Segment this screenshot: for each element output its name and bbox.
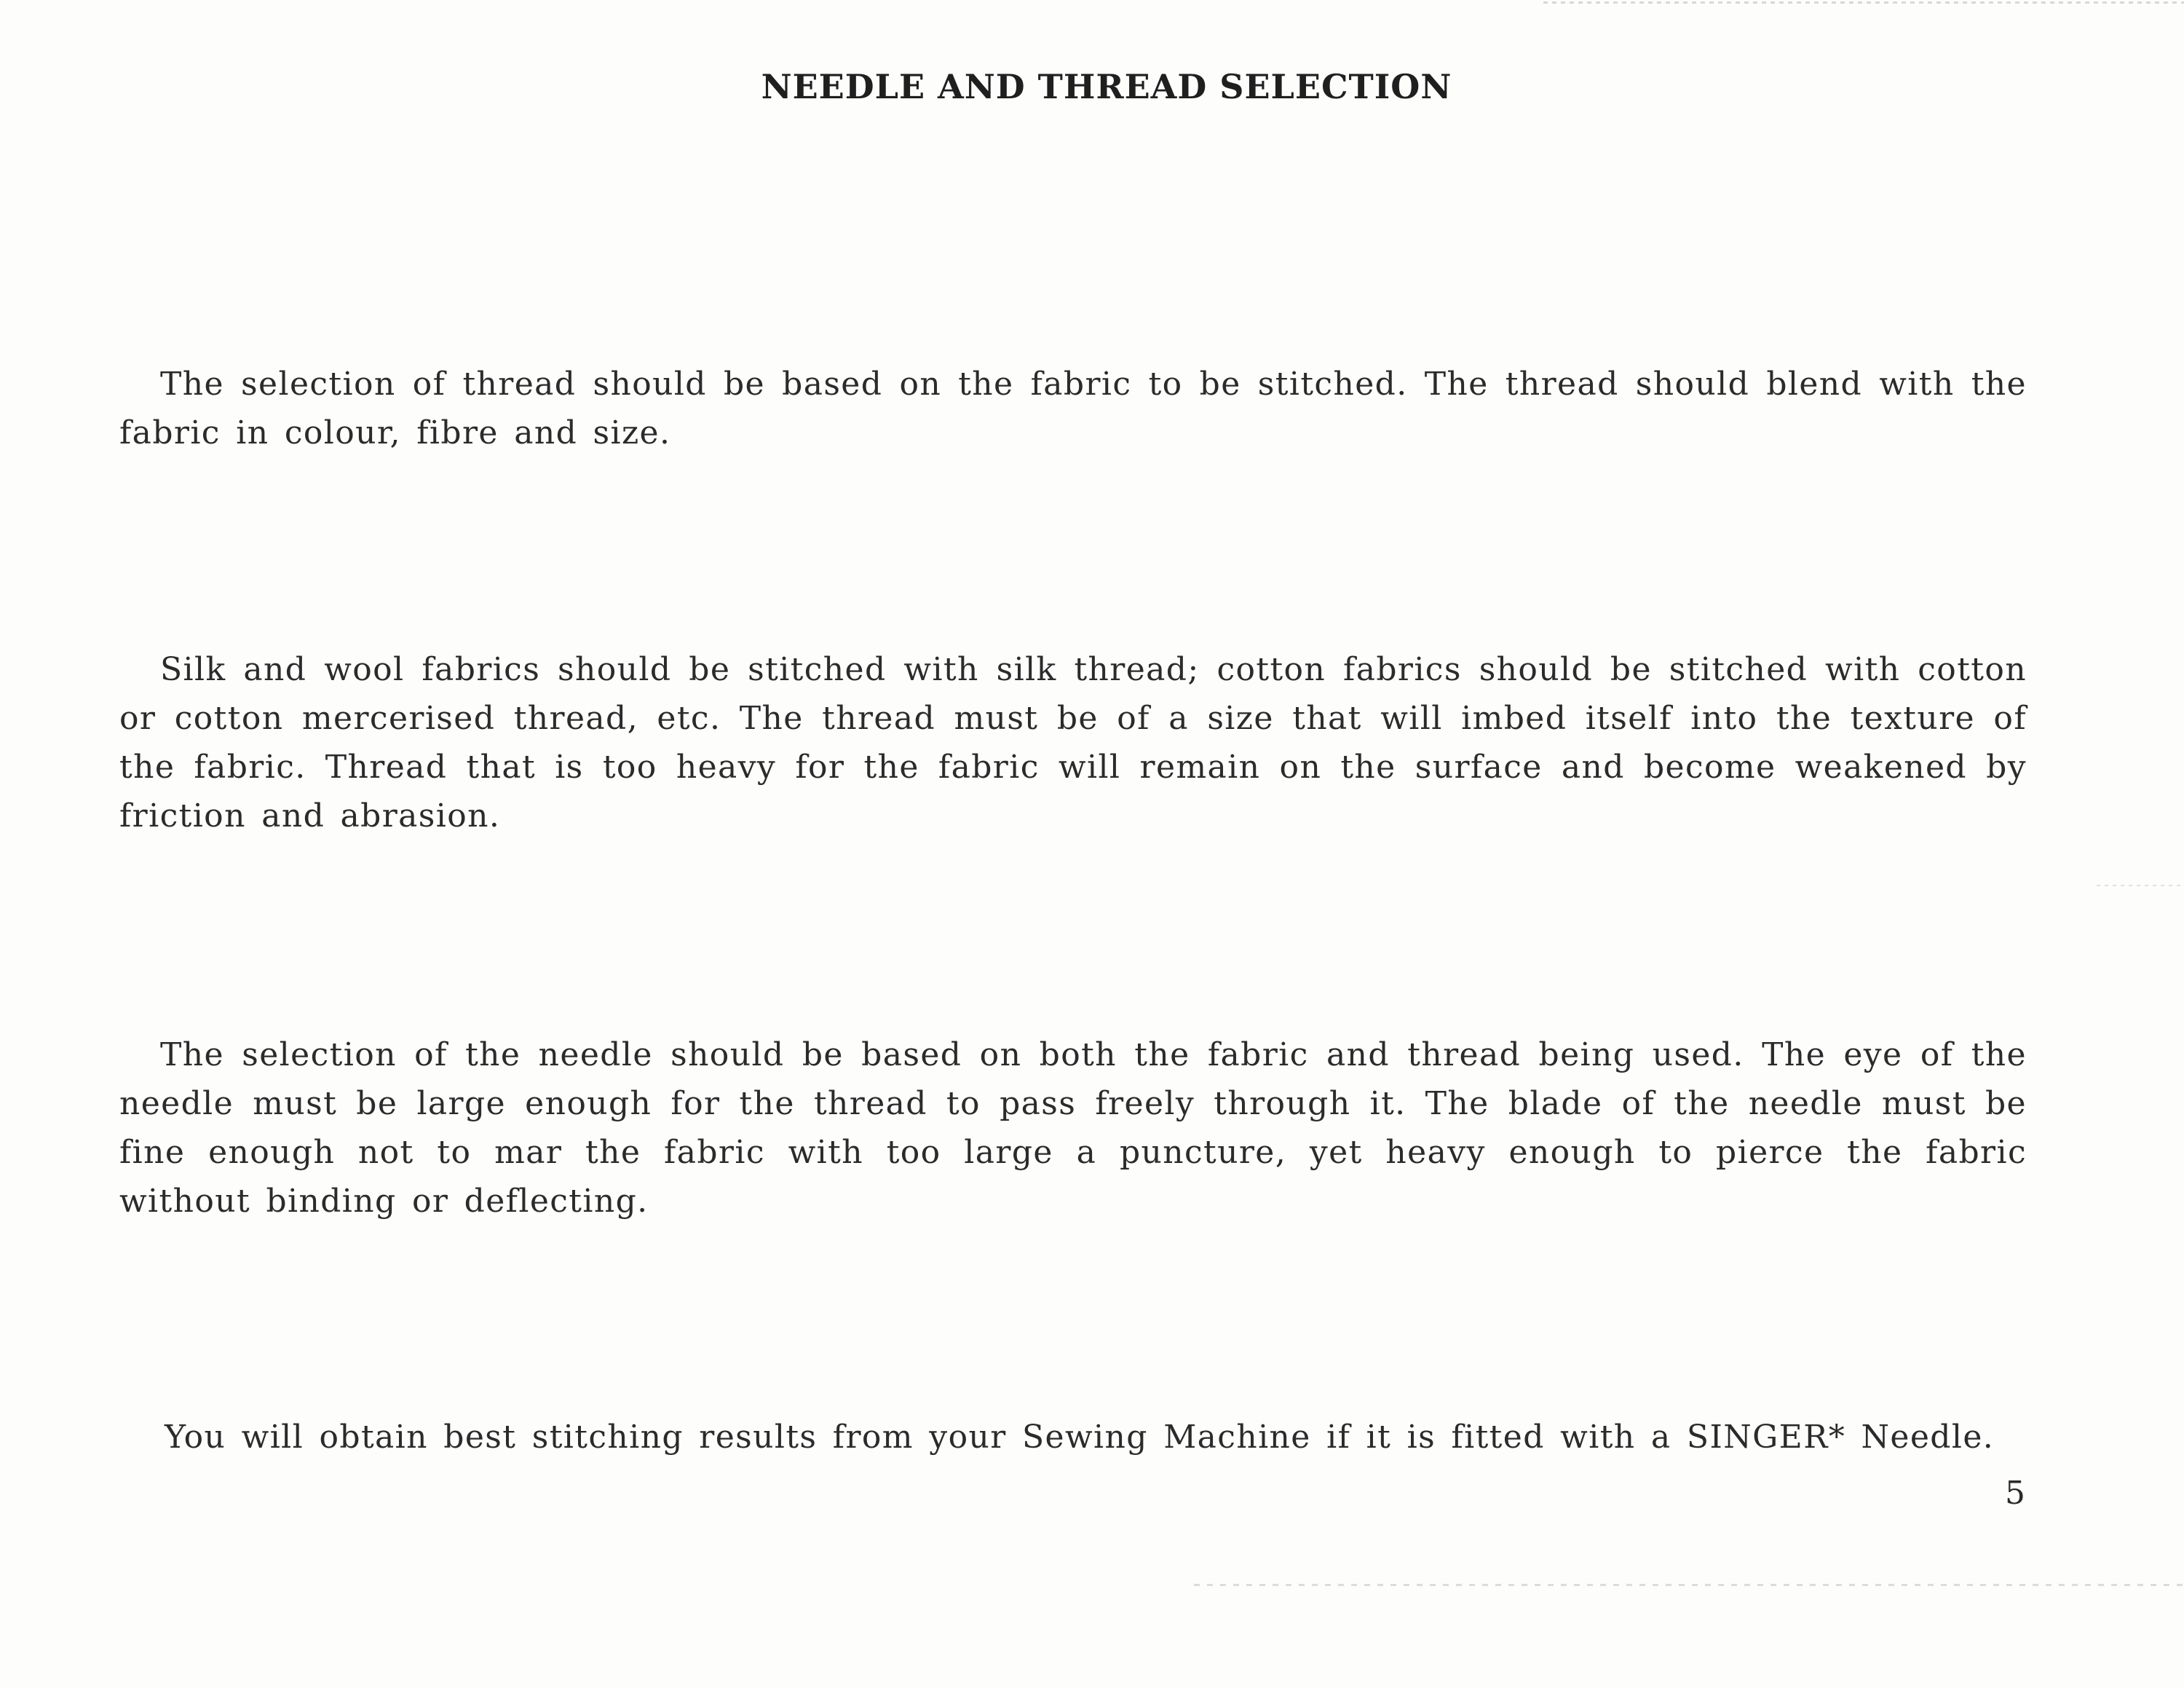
scan-edge-bottom [1194, 1584, 2184, 1586]
paragraph-thread-selection [119, 360, 2027, 457]
scan-edge-right [2097, 885, 2184, 886]
scan-edge-top [1543, 1, 2184, 4]
page-title: NEEDLE AND THREAD SELECTION [761, 67, 1452, 106]
paragraph-text: The selection of thread should be based on the fabric to be stitched. The thread should blend with the fabric in colour, fibre and size. [119, 366, 2027, 451]
paragraph-needle-selection [119, 1030, 2027, 1226]
paragraph-text: Silk and wool fabrics should be stitched with silk thread; cotton fabrics should be stitched with cotton or cotton mercerised thread, etc. The thread must be of a size that will imbed itself into the texture of the fabric. Thread that is too heavy for the fabric will remain on the surface and become weakened by friction and abrasion. [119, 651, 2027, 835]
paragraph-singer-needle-note: You will obtain best stitching results from your Sewing Machine if it is fitted with a SINGER* Needle. [165, 1419, 1995, 1456]
paragraph-text: The selection of the needle should be based on both the fabric and thread being used. The eye of the needle must be large enough for the thread to pass freely through it. The blade of the needle must be fine enough not to mar the fabric with too large a puncture, yet heavy enough to pierce the fabric without binding or deflecting. [119, 1036, 2027, 1220]
page-number: 5 [2005, 1475, 2025, 1512]
paragraph-fabric-thread-matching [119, 645, 2027, 840]
